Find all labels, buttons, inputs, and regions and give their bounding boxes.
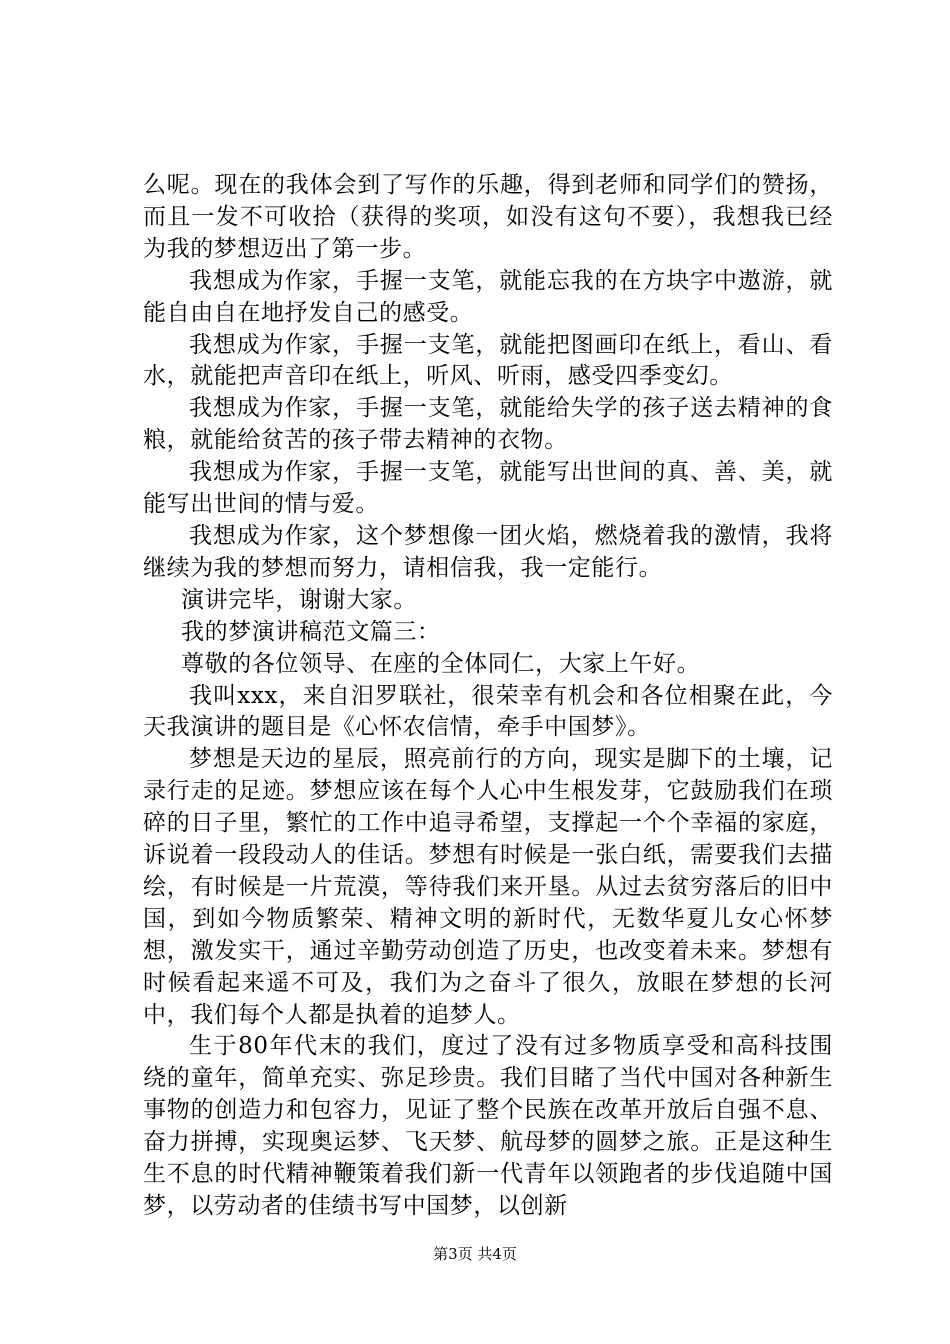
paragraph-5: 我想成为作家，手握一支笔，就能写出世间的真、善、美，就能写出世间的情与爱。: [143, 459, 833, 518]
section-heading: 我的梦演讲稿范文篇三：: [181, 618, 441, 645]
paragraph-1: 么呢。现在的我体会到了写作的乐趣，得到老师和同学们的赞扬，而且一发不可收拾（获得的奖项，如没有这句不要），我想我已经为我的梦想迈出了第一步。: [143, 172, 833, 262]
page-footer: 第3页 共4页: [433, 1245, 517, 1263]
paragraph-6: 我想成为作家，这个梦想像一团火焰，燃烧着我的激情，我将继续为我的梦想而努力，请相信我，我一定能行。: [143, 522, 833, 581]
greeting: 尊敬的各位领导、在座的全体同仁，大家上午好。: [181, 650, 701, 677]
paragraph-11: 梦想是天边的星辰，照亮前行的方向，现实是脚下的土壤，记录行走的足迹。梦想应该在每个人心中生根发芽，它鼓励我们在琐碎的日子里，繁忙的工作中追寻希望，支撑起一个个幸福的家庭，诉说着一段段动人的佳话。梦想有时候是一张白纸，需要我们去描绘，有时候是一片荒漠，等待我们来开垦。从过去贫穷落后的旧中国，到如今物质繁荣、精神文明的新时代，无数华夏儿女心怀梦想，激发实干，通过辛勤劳动创造了历史，也改变着未来。梦想有时候看起来遥不可及，我们为之奋斗了很久，放眼在梦想的长河中，我们每个人都是执着的追梦人。: [143, 746, 833, 1028]
paragraph-12: 生于80年代末的我们，度过了没有过多物质享受和高科技围绕的童年，简单充实、弥足珍贵。我们目睹了当代中国对各种新生事物的创造力和包容力，见证了整个民族在改革开放后自强不息、奋力拼搏，实现奥运梦、飞天梦、航母梦的圆梦之旅。正是这种生生不息的时代精神鞭策着我们新一代青年以领跑者的步伐追随中国梦，以劳动者的佳绩书写中国梦，以创新: [143, 1033, 833, 1219]
paragraph-7: 演讲完毕，谢谢大家。: [181, 586, 417, 613]
paragraph-2: 我想成为作家，手握一支笔，就能忘我的在方块字中遨游，就能自由自在地抒发自己的感受。: [143, 267, 833, 326]
document-body: [143, 170, 833, 1223]
paragraph-3: 我想成为作家，手握一支笔，就能把图画印在纸上，看山、看水，就能把声音印在纸上，听风、听雨，感受四季变幻。: [143, 331, 833, 390]
paragraph-4: 我想成为作家，手握一支笔，就能给失学的孩子送去精神的食粮，就能给贫苦的孩子带去精神的衣物。: [143, 395, 833, 454]
paragraph-10: 我叫xxx，来自汨罗联社，很荣幸有机会和各位相聚在此，今天我演讲的题目是《心怀农信情，牵手中国梦》。: [143, 682, 833, 741]
